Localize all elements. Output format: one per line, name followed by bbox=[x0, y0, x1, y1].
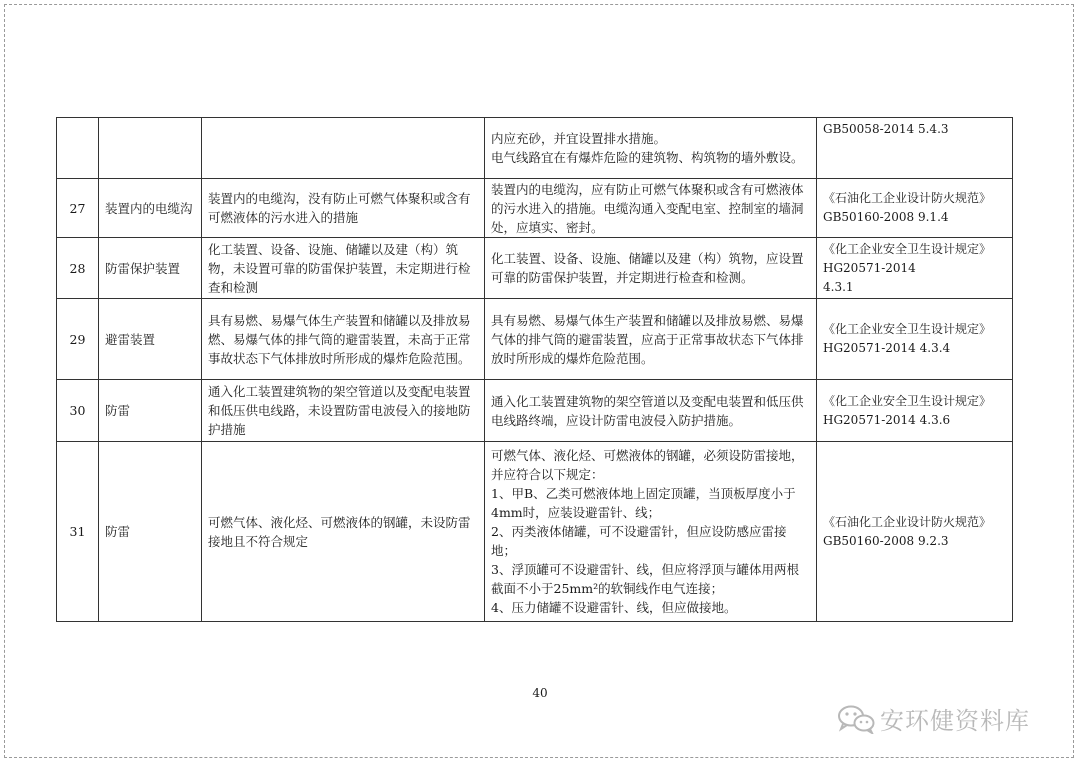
table-row bbox=[57, 380, 1013, 442]
item-cell: 防雷保护装置 bbox=[99, 238, 202, 299]
standard-line: GB50160-2008 9.2.3 bbox=[823, 533, 949, 548]
table-row bbox=[57, 118, 1013, 179]
requirement-cell bbox=[485, 442, 817, 622]
row-number: 29 bbox=[57, 299, 99, 380]
problem-cell bbox=[202, 118, 485, 179]
requirement-line: 1、甲B、乙类可燃液体地上固定顶罐，当顶板厚度小于4mm时，应装设避雷针、线； bbox=[491, 486, 796, 520]
page-number: 40 bbox=[532, 686, 548, 700]
problem-cell: 装置内的电缆沟，没有防止可燃气体聚积或含有可燃液体的污水进入的措施 bbox=[202, 179, 485, 238]
standard-line: 《化工企业安全卫生设计规定》 bbox=[823, 393, 992, 408]
requirement-cell bbox=[485, 118, 817, 179]
standard-line: HG20571-2014 4.3.4 bbox=[823, 341, 951, 355]
table-row bbox=[57, 179, 1013, 238]
watermark bbox=[836, 701, 1030, 736]
problem-cell: 化工装置、设备、设施、储罐以及建（构）筑物，未设置可靠的防雷保护装置，未定期进行检查和检测 bbox=[202, 238, 485, 299]
requirement-line: 化工装置、设备、设施、储罐以及建（构）筑物，应设置可靠的防雷保护装置，并定期进行检查和检测。 bbox=[491, 251, 804, 285]
item-cell: 装置内的电缆沟 bbox=[99, 179, 202, 238]
standard-line: 《化工企业安全卫生设计规定》 bbox=[823, 241, 992, 256]
standard-line: HG20571-2014 bbox=[823, 260, 916, 275]
problem-cell: 具有易燃、易爆气体生产装置和储罐以及排放易燃、易爆气体的排气筒的避雷装置，未高于正常事故状态下气体排放时所形成的爆炸危险范围。 bbox=[202, 299, 485, 380]
row-number bbox=[57, 118, 99, 179]
standard-line: HG20571-2014 4.3.6 bbox=[823, 412, 951, 427]
requirement-line: 4、压力储罐不设避雷针、线，但应做接地。 bbox=[491, 600, 737, 615]
requirement-line: 内应充砂，并宜设置排水措施。 bbox=[491, 131, 667, 146]
requirement-cell bbox=[485, 380, 817, 442]
row-number: 30 bbox=[57, 380, 99, 442]
standard-line: 《石油化工企业设计防火规范》 bbox=[823, 514, 992, 529]
requirement-line: 电气线路宜在有爆炸危险的建筑物、构筑物的墙外敷设。 bbox=[491, 150, 804, 165]
requirement-cell bbox=[485, 179, 817, 238]
regulation-table bbox=[56, 117, 1013, 622]
requirement-line: 具有易燃、易爆气体生产装置和储罐以及排放易燃、易爆气体的排气筒的避雷装置，应高于正常事故状态下气体排放时所形成的爆炸危险范围。 bbox=[491, 312, 804, 366]
standard-line: 《化工企业安全卫生设计规定》 bbox=[823, 322, 992, 336]
row-number: 27 bbox=[57, 179, 99, 238]
requirement-line: 3、浮顶罐可不设避雷针、线，但应将浮顶与罐体用两根截面不小于25mm²的软铜线作电气连接； bbox=[491, 562, 799, 596]
table-row bbox=[57, 238, 1013, 299]
item-cell: 防雷 bbox=[99, 380, 202, 442]
standard-line: GB50058-2014 5.4.3 bbox=[823, 122, 949, 136]
item-cell bbox=[99, 118, 202, 179]
table-row bbox=[57, 442, 1013, 622]
table-row bbox=[57, 299, 1013, 380]
requirement-cell bbox=[485, 299, 817, 380]
standard-cell bbox=[817, 179, 1013, 238]
watermark-text: 安环健资料库 bbox=[880, 707, 1030, 735]
requirement-cell bbox=[485, 238, 817, 299]
requirement-line: 可燃气体、液化烃、可燃液体的钢罐，必须设防雷接地，并应符合以下规定： bbox=[491, 448, 804, 482]
item-cell: 避雷装置 bbox=[99, 299, 202, 380]
standard-cell bbox=[817, 118, 1013, 179]
standard-line: 4.3.1 bbox=[823, 279, 854, 294]
problem-cell: 可燃气体、液化烃、可燃液体的钢罐，未设防雷接地且不符合规定 bbox=[202, 442, 485, 622]
wechat-logo-icon bbox=[836, 704, 876, 734]
standard-cell bbox=[817, 442, 1013, 622]
standard-cell bbox=[817, 380, 1013, 442]
standard-line: GB50160-2008 9.1.4 bbox=[823, 210, 949, 224]
standard-cell bbox=[817, 238, 1013, 299]
standard-cell bbox=[817, 299, 1013, 380]
standard-line: 《石油化工企业设计防火规范》 bbox=[823, 191, 992, 205]
row-number: 28 bbox=[57, 238, 99, 299]
row-number: 31 bbox=[57, 442, 99, 622]
item-cell: 防雷 bbox=[99, 442, 202, 622]
problem-cell: 通入化工装置建筑物的架空管道以及变配电装置和低压供电线路，未设置防雷电波侵入的接地防护措施 bbox=[202, 380, 485, 442]
requirement-line: 通入化工装置建筑物的架空管道以及变配电装置和低压供电线路终端，应设计防雷电波侵入防护措施。 bbox=[491, 393, 804, 428]
requirement-line: 2、丙类液体储罐，可不设避雷针，但应设防感应雷接地； bbox=[491, 524, 787, 558]
requirement-line: 装置内的电缆沟，应有防止可燃气体聚积或含有可燃液体的污水进入的措施。电缆沟通入变配电室、控制室的墙洞处，应填实、密封。 bbox=[491, 181, 804, 235]
